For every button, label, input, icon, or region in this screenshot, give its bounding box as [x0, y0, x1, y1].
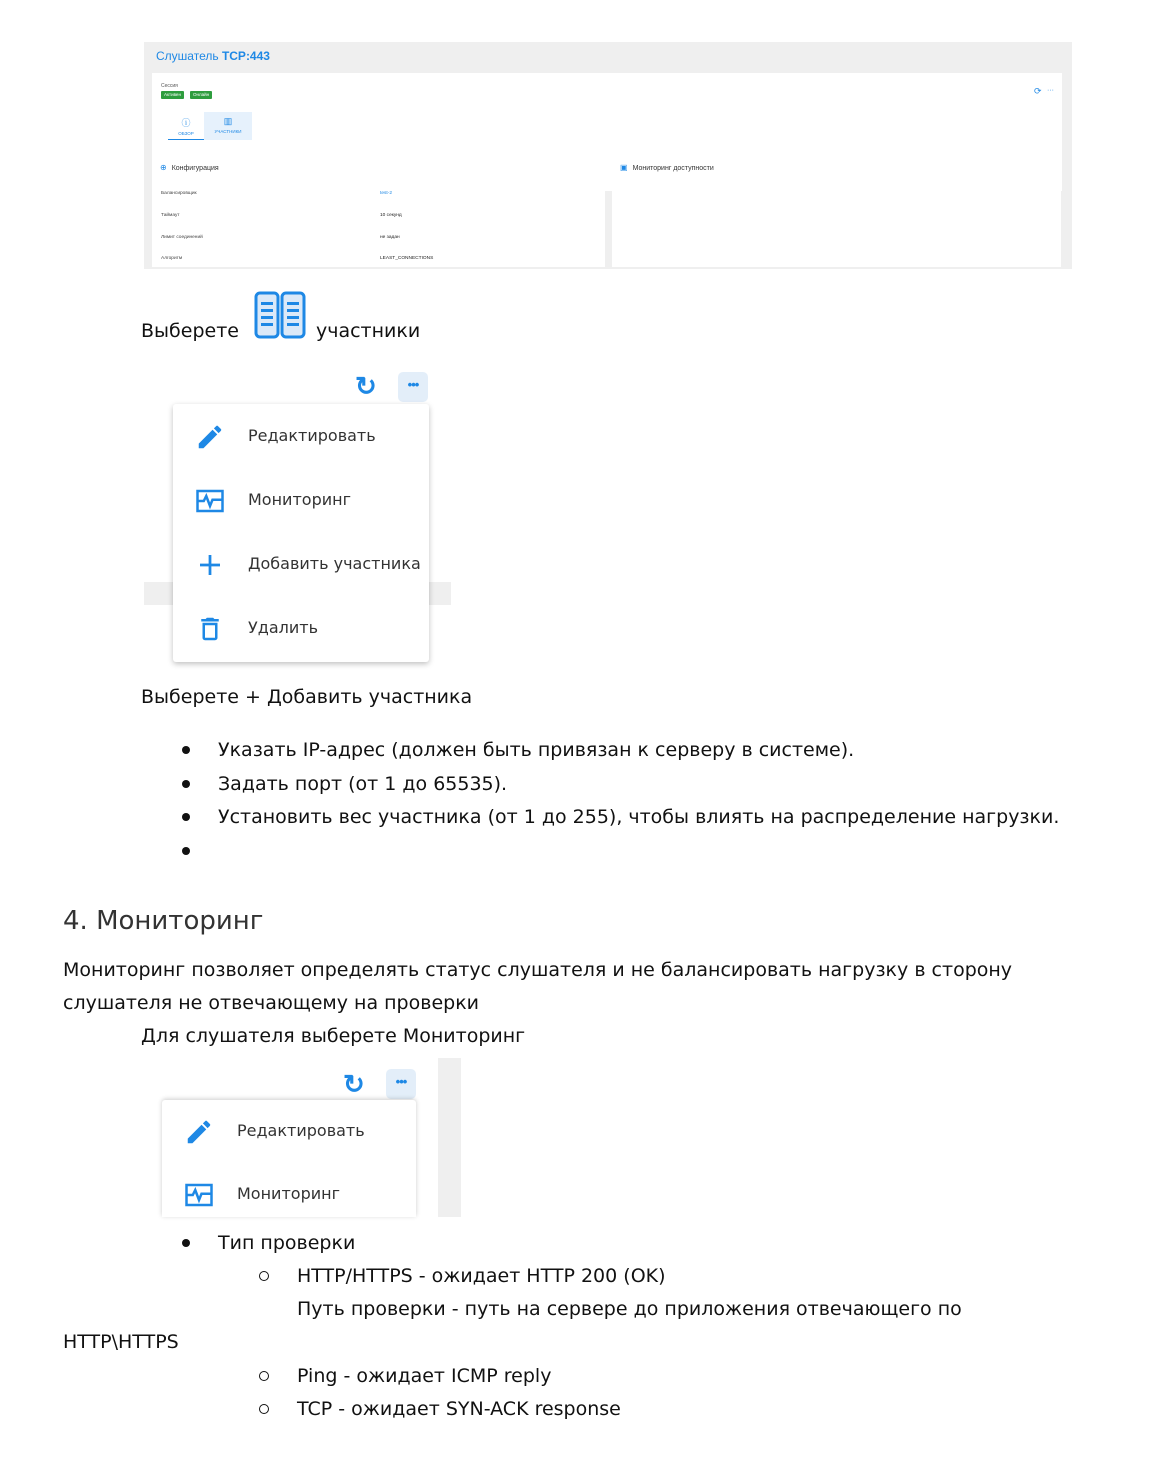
bullet [182, 847, 190, 855]
refresh-icon[interactable]: ↻ [355, 371, 377, 401]
section-paragraph: Мониторинг позволяет определять статус слушателя и не балансировать нагрузку в сторону [63, 959, 1013, 981]
config-row-label: Балансировщик [161, 191, 197, 196]
list-item: HTTP\HTTPS [63, 1331, 179, 1353]
menu-item-label: Мониторинг [248, 490, 351, 509]
more-button[interactable]: ••• [398, 372, 428, 402]
status-badge-online: Онлайн [190, 91, 212, 99]
sub-bullet [259, 1404, 269, 1414]
menu-item-edit[interactable] [173, 406, 429, 470]
status-badge-active: Активен [161, 91, 184, 99]
config-heading: ⊕ Конфигурация [160, 163, 219, 172]
pencil-icon [184, 1117, 214, 1147]
menu-item-label: Добавить участника [248, 554, 421, 573]
listener-title: Слушатель TCP:443 [156, 49, 270, 63]
settings-icon: ⊕ [160, 163, 167, 172]
pencil-icon [195, 422, 225, 452]
check-type-label: Тип проверки [218, 1232, 356, 1254]
menu-item-edit[interactable] [162, 1101, 416, 1165]
step-select-monitoring: Для слушателя выберете Мониторинг [141, 1025, 526, 1047]
step-select-suffix: участники [316, 320, 421, 342]
list-item: Путь проверки - путь на сервере до приложения отвечающего по [297, 1298, 962, 1320]
list-item: TCP - ожидает SYN-ACK response [297, 1398, 621, 1420]
more-icon[interactable]: ··· [1047, 87, 1054, 94]
section-paragraph: слушателя не отвечающему на проверки [63, 992, 480, 1014]
list-item: Ping - ожидает ICMP reply [297, 1365, 552, 1387]
refresh-icon[interactable]: ↻ [343, 1069, 365, 1099]
menu-item-label: Редактировать [237, 1121, 365, 1140]
members-icon [252, 290, 308, 340]
tab-members[interactable]: ▥ УЧАСТНИКИ [204, 112, 252, 140]
menu-item-delete[interactable] [173, 598, 429, 662]
monitor-heartbeat-icon [184, 1180, 214, 1210]
context-menu [173, 404, 429, 662]
config-row-value: LEAST_CONNECTIONS [380, 256, 434, 261]
section-heading: 4. Мониторинг [63, 906, 264, 936]
step-add-member: Выберете + Добавить участника [141, 686, 473, 708]
bullet [182, 813, 190, 821]
config-row-value: 10 секунд [380, 213, 402, 218]
config-row-value: не задан [380, 235, 400, 240]
menu-item-label: Мониторинг [237, 1184, 340, 1203]
config-row-label: Таймаут [161, 213, 180, 218]
session-label: Сессия [161, 83, 178, 89]
config-row-label: Лимит соединений [161, 235, 203, 240]
members-icon: ▥ [223, 116, 233, 126]
sub-bullet [259, 1271, 269, 1281]
menu-item-monitoring[interactable] [173, 470, 429, 534]
list-item: Задать порт (от 1 до 65535). [218, 773, 508, 795]
background-strip [438, 1058, 461, 1217]
bullet [182, 746, 190, 754]
context-menu [162, 1100, 416, 1217]
menu-item-label: Редактировать [248, 426, 376, 445]
trash-icon [195, 614, 225, 644]
menu-item-monitoring[interactable] [162, 1164, 416, 1217]
listener-screenshot [144, 42, 1072, 269]
chart-icon: ▣ [620, 163, 628, 172]
sub-bullet [259, 1371, 269, 1381]
step-select-prefix: Выберете [141, 320, 239, 342]
config-row-value[interactable]: test-2 [380, 191, 392, 196]
bullet [182, 780, 190, 788]
more-button[interactable]: ••• [386, 1069, 416, 1099]
config-card [152, 155, 605, 267]
refresh-icon[interactable]: ⟳ [1034, 86, 1042, 96]
plus-icon [195, 550, 225, 580]
monitoring-heading: ▣ Мониторинг доступности [620, 163, 714, 172]
monitoring-card [612, 155, 1061, 267]
monitor-heartbeat-icon [195, 486, 225, 516]
list-item: HTTP/HTTPS - ожидает HTTP 200 (OK) [297, 1265, 666, 1287]
config-row-label: Алгоритм [161, 256, 183, 261]
info-icon: ⓘ [181, 118, 191, 128]
list-item: Установить вес участника (от 1 до 255), чтобы влиять на распределение нагрузки. [218, 806, 1060, 828]
menu-item-label: Удалить [248, 618, 318, 637]
list-item: Указать IP-адрес (должен быть привязан к серверу в системе). [218, 739, 855, 761]
bullet [182, 1239, 190, 1247]
menu-item-add-member[interactable] [173, 534, 429, 598]
tab-overview[interactable]: ⓘ ОБЗОР [168, 112, 204, 140]
